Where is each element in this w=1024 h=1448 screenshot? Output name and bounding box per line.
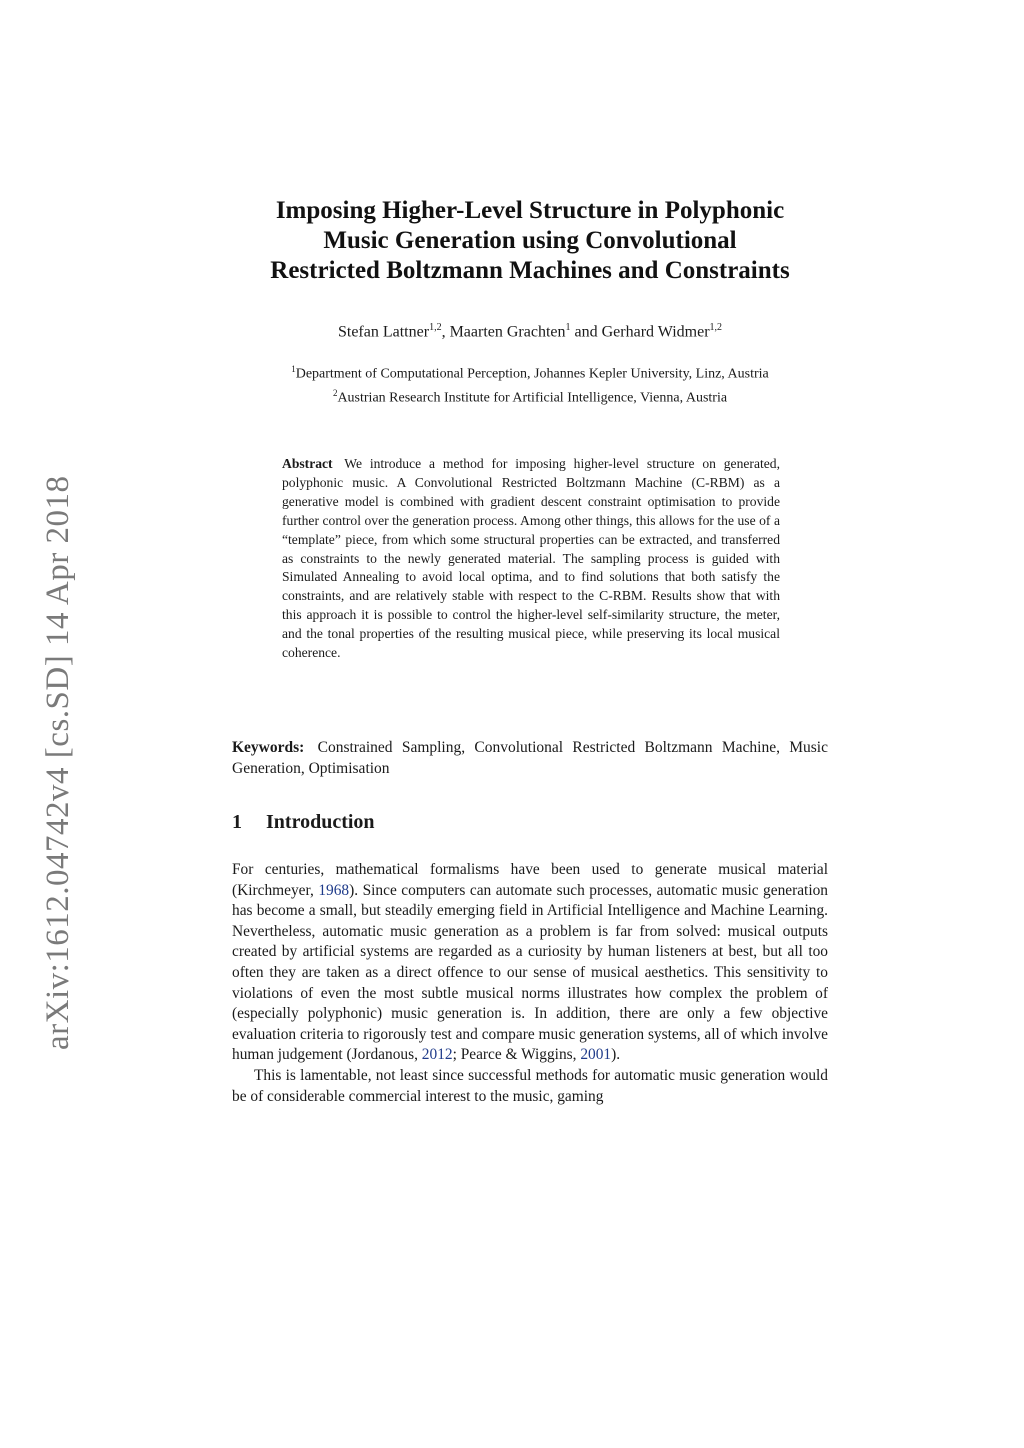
text-run: For centuries, mathematical formalisms have been used to generate musical material (Kirchmeyer, — [232, 861, 828, 899]
affiliation-text: Austrian Research Institute for Artificial Intelligence, Vienna, Austria — [337, 390, 728, 406]
section-title: Introduction — [266, 811, 375, 833]
affiliation-text: Department of Computational Perception, Johannes Kepler University, Linz, Austria — [295, 366, 769, 382]
section-number: 1 — [232, 811, 242, 833]
paper-title — [200, 196, 860, 286]
title-line: Imposing Higher-Level Structure in Polyphonic — [275, 197, 785, 224]
citation-link[interactable]: 2001 — [580, 1046, 612, 1064]
author-name: Gerhard Widmer — [601, 323, 710, 341]
affiliation-line — [200, 360, 860, 384]
section-heading — [232, 811, 375, 834]
author-separator: , — [441, 323, 450, 341]
author-affiliation-mark: 1,2 — [429, 322, 442, 333]
paragraph — [232, 860, 828, 1066]
citation-link[interactable]: 1968 — [318, 881, 350, 899]
affiliation-mark: 1 — [291, 364, 296, 374]
author-list — [200, 322, 860, 341]
title-line: Restricted Boltzmann Machines and Constraints — [270, 257, 790, 284]
citation-link[interactable]: 2012 — [421, 1046, 453, 1064]
title-line: Music Generation using Convolutional — [323, 227, 737, 254]
author-name: Maarten Grachten — [449, 323, 566, 341]
abstract-label: Abstract — [282, 456, 333, 471]
arxiv-identifier: arXiv:1612.04742v4 [cs.SD] 14 Apr 2018 — [40, 475, 76, 1050]
author-affiliation-mark: 1 — [565, 322, 571, 333]
author-name: Stefan Lattner — [337, 323, 430, 341]
text-run: ). Since computers can automate such processes, automatic music generation has become a small, but steadily emerging field in Artificial Intelligence and Machine Learning. Nevertheless, automatic music generation as a problem is far from solved: musical outputs created by artificial systems are regarded as a curiosity by human listeners at best, but all too often they are taken as a direct offence to our sense of musical aesthetics. This sensitivity to violations of even the most subtle musical norms illustrates how complex the problem of (especially polyphonic) music generation is. In addition, there are only a few objective evaluation criteria to rigorously test and compare music generation systems, all of which involve human judgement (Jordanous, — [232, 881, 828, 1064]
text-run: ; Pearce & Wiggins, — [452, 1046, 581, 1064]
abstract-text: We introduce a method for imposing higher-level structure on generated, polyphonic music. A Convolutional Restricted Boltzmann Machine (C-RBM) as a generative model is combined with gradient descent constraint optimisation to provide further control over the generation process. Among other things, this allows for the use of a “template” piece, from which some structural properties can be extracted, and transferred as constraints to the newly generated material. The sampling process is guided with Simulated Annealing to avoid local optima, and to find solutions that both satisfy the constraints, and are relatively stable with respect to the C-RBM. Results show that with this approach it is possible to control the higher-level self-similarity structure, the meter, and the tonal properties of the resulting musical piece, while preserving its local musical coherence. — [282, 456, 780, 661]
paragraph: This is lamentable, not least since successful methods for automatic music generation would be of considerable commercial interest to the music, gaming — [232, 1066, 828, 1105]
keywords — [232, 737, 828, 779]
introduction-body — [232, 860, 828, 1107]
author-affiliation-mark: 1,2 — [709, 322, 723, 333]
text-run: ). — [611, 1046, 621, 1064]
keywords-text: Constrained Sampling, Convolutional Restricted Boltzmann Machine, Music Generation, Optimisation — [232, 739, 828, 777]
keywords-label: Keywords: — [232, 739, 305, 756]
abstract — [282, 455, 780, 663]
author-separator: and — [570, 323, 602, 341]
affiliation-mark: 2 — [332, 387, 338, 398]
affiliation-line — [200, 384, 860, 408]
affiliations — [200, 360, 860, 407]
